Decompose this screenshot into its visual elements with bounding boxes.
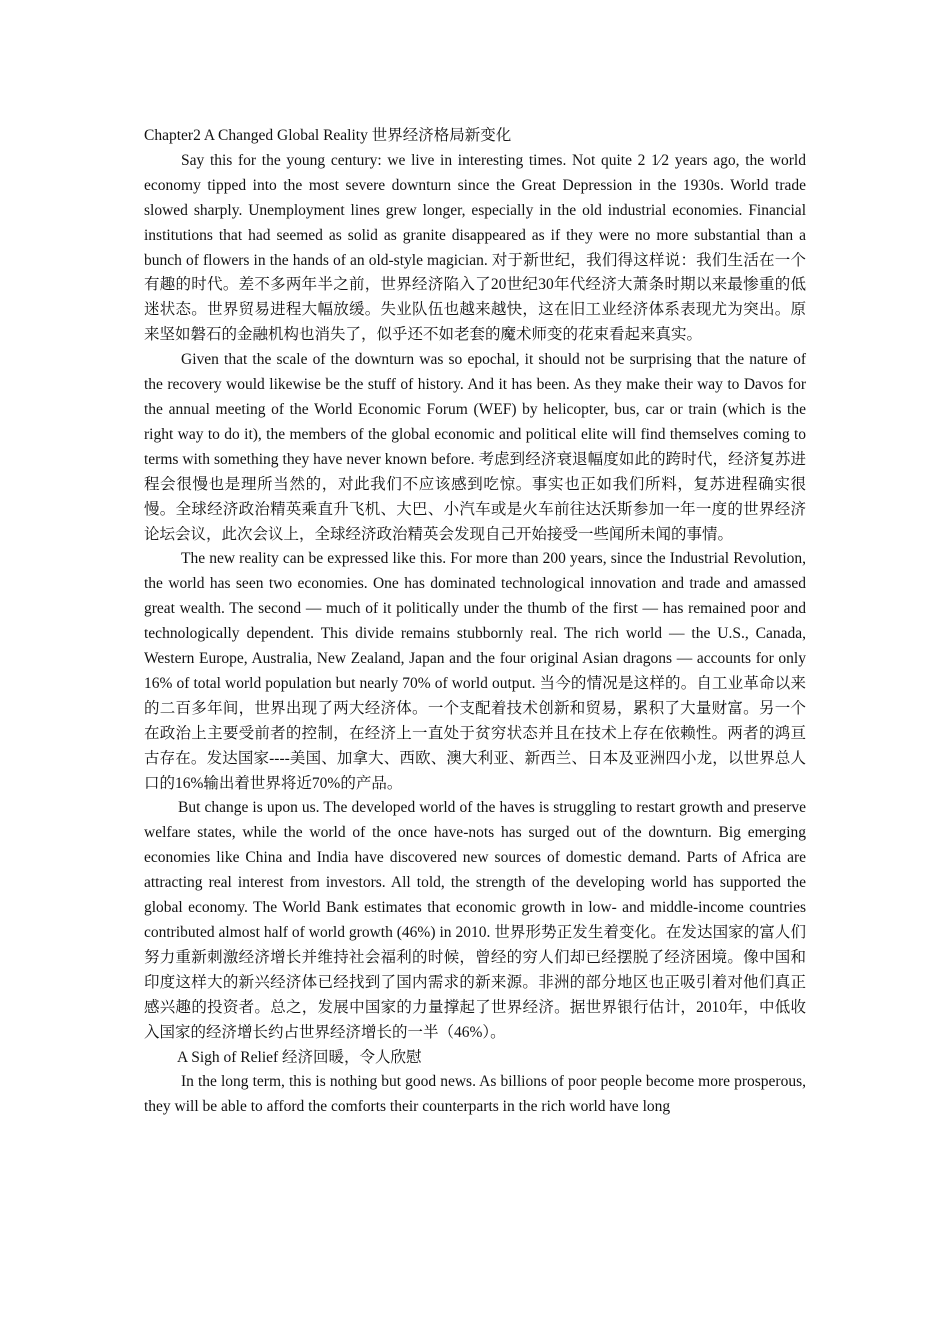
paragraph-4-english: But change is upon us. The developed world of the haves is struggling to restart growth and preserve welfare states, while the world of the once have-nots has surged out of the downturn. Big emerging economies like China and India have discovered new sources of domestic demand. Parts of Africa are attracting real interest from investors. All told, the strength of the developing world has supported the global economy. The World Bank estimates that economic growth in low- and middle-income countries contributed almost half of world growth (46%) in 2010. [144,799,806,941]
paragraph-1 [144,149,806,348]
paragraph-5: In the long term, this is nothing but good news. As billions of poor people become more prosperous, they will be able to afford the comforts their counterparts in the rich world have long [144,1073,806,1116]
section-subheading: A Sigh of Relief 经济回暖，令人欣慰 [177,1048,422,1066]
paragraph-3-english: The new reality can be expressed like this. For more than 200 years, since the Industrial Revolution, the world has seen two economies. One has dominated technological innovation and trade and amassed great wealth. The second — much of it politically under the thumb of the first — has remained poor and technologically dependent. This divide remains stubbornly real. The rich world — the U.S., Canada, Western Europe, Australia, New Zealand, Japan and the four original Asian dragons — accounts for only 16% of total world population but nearly 70% of world output. [144,550,806,692]
paragraph-2 [144,348,806,547]
paragraph-4 [144,796,806,1045]
paragraph-3-chinese: 当今的情况是这样的。自工业革命以来的二百多年间，世界出现了两大经济体。一个支配着技术创新和贸易，累积了大量财富。另一个在政治上主要受前者的控制，在经济上一直处于贫穷状态并且在技术上存在依赖性。两者的鸿亘古存在。发达国家----美国、加拿大、西欧、澳大利亚、新西兰、日本及亚洲四小龙，以世界总人口的16%输出着世界将近70%的产品。 [144,674,806,792]
paragraph-1-english: Say this for the young century: we live in interesting times. Not quite 2 1⁄2 years ago, the world economy tipped into the most severe downturn since the Great Depression in the 1930s. World trade slowed sharply. Unemployment lines grew longer, especially in the old industrial economies. Financial institutions that had seemed as solid as granite disappeared as if they were no more substantial than a bunch of flowers in the hands of an old-style magician. [144,151,806,269]
chapter-title: Chapter2 A Changed Global Reality 世界经济格局新变化 [144,127,512,144]
paragraph-1-chinese: 对于新世纪，我们得这样说：我们生活在一个有趣的时代。差不多两年半之前，世界经济陷入了20世纪30年代经济大萧条时期以来最惨重的低迷状态。世界贸易进程大幅放缓。失业队伍也越来越快，这在旧工业经济体系表现尤为突出。原来坚如磐石的金融机构也消失了，似乎还不如老套的魔术师变的花束看起来真实。 [144,251,806,344]
paragraph-2-english: Given that the scale of the downturn was so epochal, it should not be surprising that the nature of the recovery would likewise be the stuff of history. And it has been. As they make their way to Davos for the annual meeting of the World Economic Forum (WEF) by helicopter, bus, car or train (which is the right way to do it), the members of the global economic and political elite will find themselves coming to terms with something they have never known before. [144,351,806,468]
paragraph-2-chinese: 考虑到经济衰退幅度如此的跨时代，经济复苏进程会很慢也是理所当然的，对此我们不应该感到吃惊。事实也正如我们所料，复苏进程确实很慢。全球经济政治精英乘直升飞机、大巴、小汽车或是火车前往达沃斯参加一年一度的世界经济论坛会议，此次会议上，全球经济政治精英会发现自己开始接受一些闻所未闻的事情。 [144,450,807,543]
paragraph-4-chinese: 世界形势正发生着变化。在发达国家的富人们努力重新刺激经济增长并维持社会福利的时候，曾经的穷人们却已经摆脱了经济困境。像中国和印度这样大的新兴经济体已经找到了国内需求的新来源。非洲的部分地区也正吸引着对他们真正感兴趣的投资者。总之，发展中国家的力量撑起了世界经济。据世界银行估计，2010年，中低收入国家的经济增长约占世界经济增长的一半（46%）。 [144,924,806,1041]
paragraph-3 [144,547,806,796]
document-page [144,124,806,1120]
